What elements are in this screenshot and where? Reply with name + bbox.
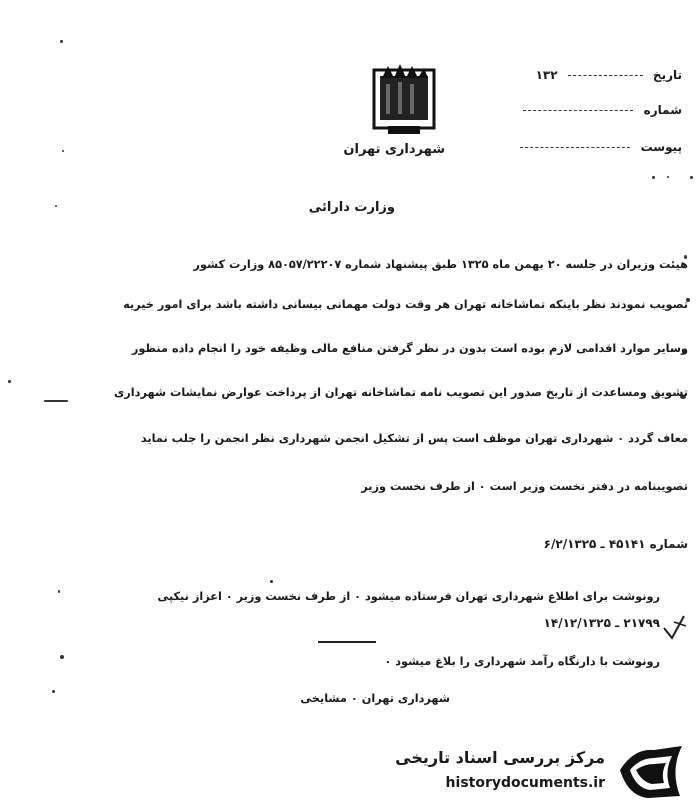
body-line: تشویق ومساعدت از تاریخ صدور این تصویب نامه تماشاخانه تهران از پرداخت عوارض نمایشات شهرداری <box>113 386 688 399</box>
number-dotted-line <box>523 110 633 111</box>
date-dotted-line <box>568 75 643 76</box>
signature: شهرداری تهران ۰ مشایخی <box>300 692 450 705</box>
scan-speck <box>58 590 60 593</box>
scan-speck <box>55 205 57 207</box>
scan-speck <box>690 176 693 179</box>
number-field <box>517 103 682 117</box>
organization-name: شهرداری تهران <box>343 142 445 157</box>
scan-speck <box>667 176 669 178</box>
date-field <box>536 68 682 82</box>
municipality-emblem-icon <box>368 60 440 140</box>
transcript-line: رونوشت برای اطلاع شهرداری تهران فرستاده میشود ۰ از طرف نخست وزیر ۰ اعزاز نیکپی <box>157 590 660 603</box>
number-label: شماره <box>643 103 682 117</box>
scan-speck <box>60 40 63 43</box>
body-line: هیئت وزیران در جلسه ۲۰ بهمن ماه ۱۳۲۵ طبق پیشنهاد شماره ۸۵۰۵۷/۲۲۲۰۷ وزارت کشور <box>193 258 688 271</box>
reference-number-2: ۲۱۷۹۹ ـ ۱۴/۱۲/۱۳۲۵ <box>543 616 660 630</box>
addressee: وزارت دارائی <box>308 200 395 215</box>
attachment-field <box>514 140 682 154</box>
attachment-dotted-line <box>520 147 630 148</box>
scan-speck <box>652 176 655 179</box>
scan-speck <box>60 655 64 659</box>
attachment-label: پیوست <box>640 140 682 154</box>
date-label: تاریخ <box>652 68 682 82</box>
scan-speck <box>8 380 11 383</box>
scan-speck <box>270 580 273 583</box>
body-line: وسایر موارد اقدامی لازم بوده است بدون در نظر گرفتن منافع مالی وظیفه خود را انجام داده منظور <box>131 342 688 355</box>
body-line: تصویبنامه در دفتر نخست وزیر است ۰ از طرف نخست وزیر <box>361 480 688 493</box>
closing-line: رونوشت با دارنگاه رآمد شهرداری را بلاغ میشود ۰ <box>384 655 660 668</box>
watermark-site: historydocuments.ir <box>445 775 605 791</box>
scan-speck <box>52 690 55 693</box>
body-line: تصویب نمودند نظر باینکه تماشاخانه تهران هر وقت دولت مهمانی بیسانی داشته باشد برای امور خیریه <box>123 298 688 311</box>
book-logo-icon <box>614 740 688 802</box>
check-mark-icon <box>660 612 688 642</box>
separator-rule <box>318 641 376 643</box>
scan-speck <box>44 400 68 402</box>
reference-number-1: شماره ۴۵۱۴۱ ـ ۶/۲/۱۳۲۵ <box>543 537 688 551</box>
scan-speck <box>62 150 64 152</box>
watermark-title: مرکز بررسی اسناد تاریخی <box>395 748 605 767</box>
body-line: معاف گردد ۰ شهرداری تهران موظف است پس از تشکیل انجمن شهرداری نظر انجمن را جلب نماید <box>140 432 688 445</box>
date-value: ۱۳۲ <box>535 68 558 82</box>
